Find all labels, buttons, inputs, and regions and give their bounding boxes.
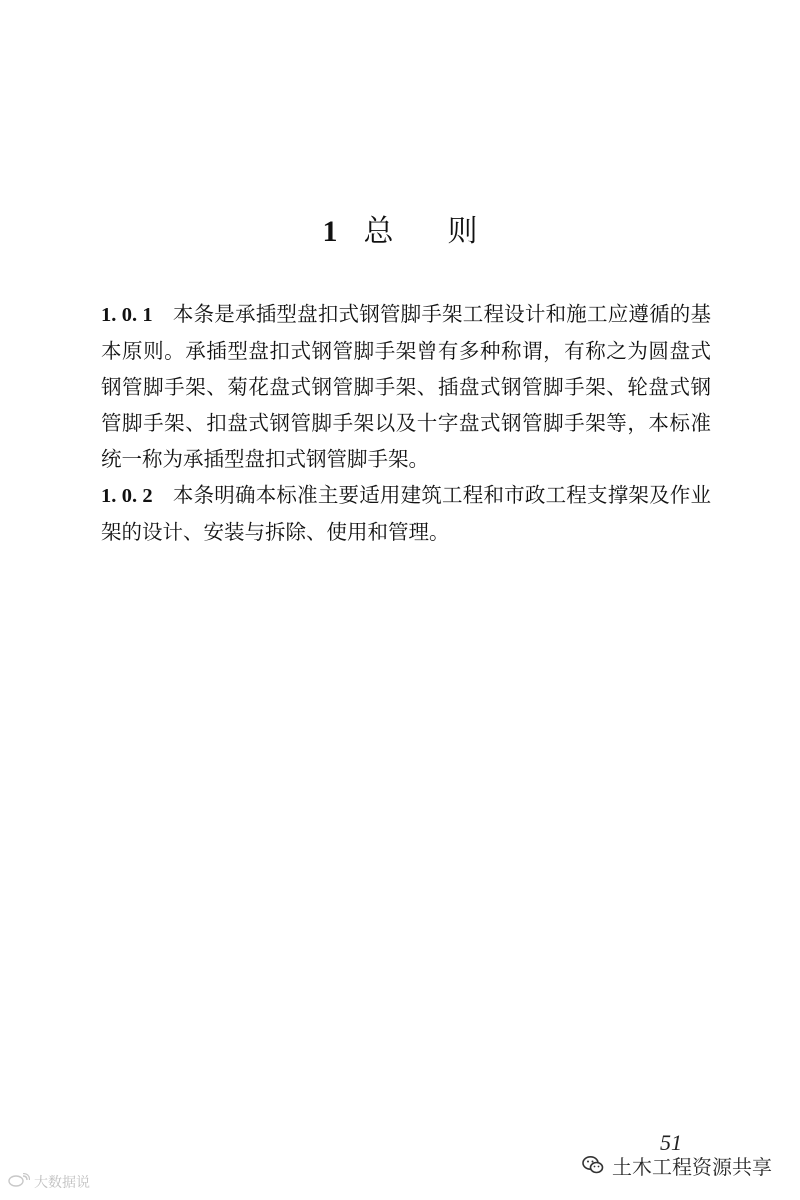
chapter-title-char-1: 总 [363,214,394,249]
clause-number: 1. 0. 2 [101,485,153,507]
clause-number: 1. 0. 1 [101,304,153,326]
chapter-title [0,212,800,252]
watermark-right-text: 土木工程资源共享 [612,1154,772,1179]
clause-1-0-2 [101,477,711,550]
watermark-right [582,1150,772,1180]
page-number: 51 [660,1130,682,1155]
chapter-title-char-2: 则 [447,214,478,249]
watermark-left [8,1170,90,1194]
chapter-number: 1 [322,215,338,248]
weibo-logo-icon [8,1173,30,1191]
watermark-left-text: 大数据说 [34,1175,90,1191]
wechat-icon [582,1155,604,1175]
clauses-body [101,296,711,550]
clause-text: 本条是承插型盘扣式钢管脚手架工程设计和施工应遵循的基本原则。承插型盘扣式钢管脚手架曾有多种称谓，有称之为圆盘式钢管脚手架、菊花盘式钢管脚手架、插盘式钢管脚手架、轮盘式钢管脚手架、扣盘式钢管脚手架以及十字盘式钢管脚手架等，本标准统一称为承插型盘扣式钢管脚手架。 [101,302,712,471]
clause-1-0-1 [101,296,711,477]
clause-text: 本条明确本标准主要适用建筑工程和市政工程支撑架及作业架的设计、安装与拆除、使用和管理。 [101,483,712,544]
